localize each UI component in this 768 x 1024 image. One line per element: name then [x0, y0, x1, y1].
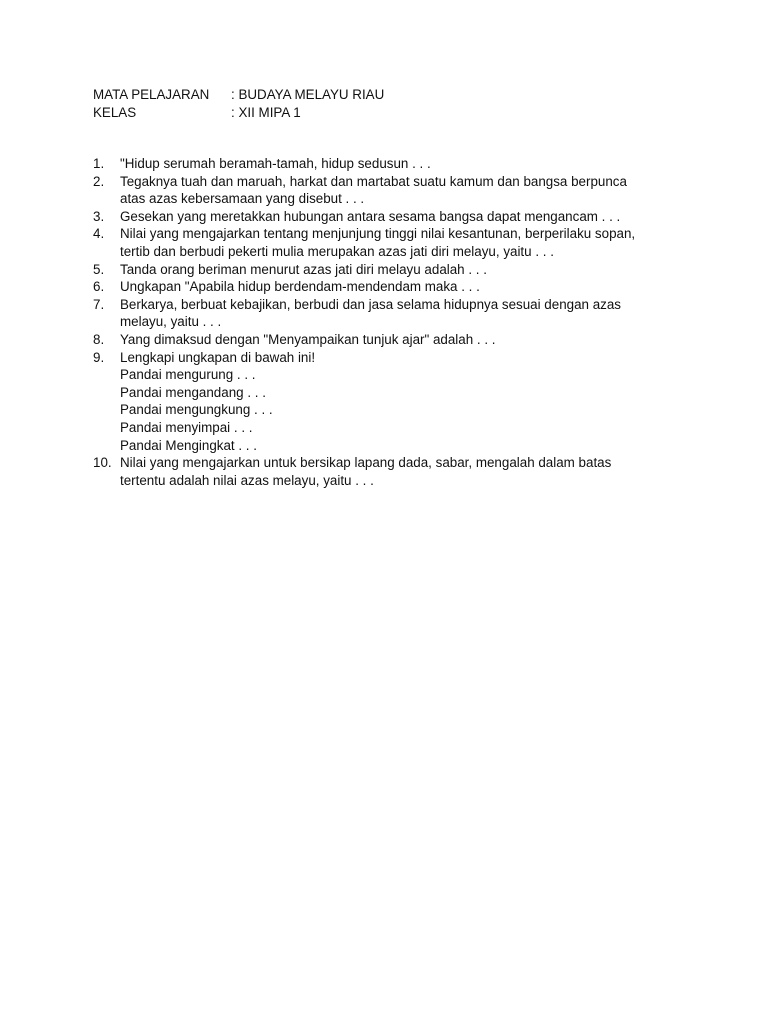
- question-number: 8.: [93, 331, 105, 347]
- question-item: [93, 296, 693, 331]
- question-line: tertentu adalah nilai azas melayu, yaitu . . .: [120, 472, 374, 488]
- question-line: Pandai mengurung . . .: [120, 367, 256, 383]
- question-line: Tegaknya tuah dan maruah, harkat dan martabat suatu kamum dan bangsa berpunca: [120, 173, 627, 189]
- question-text: [120, 261, 693, 279]
- question-line: Gesekan yang meretakkan hubungan antara sesama bangsa dapat mengancam . . .: [120, 208, 621, 224]
- question-number: 6.: [93, 279, 105, 295]
- question-item: [93, 454, 693, 489]
- subject-value: : BUDAYA MELAYU RIAU: [231, 87, 385, 102]
- question-item: [93, 331, 693, 349]
- question-line: Pandai menyimpai . . .: [120, 419, 253, 435]
- question-text: [120, 225, 693, 260]
- question-item: [93, 208, 693, 226]
- question-number: 7.: [93, 296, 105, 312]
- question-number: 9.: [93, 349, 105, 365]
- question-line: "Hidup serumah beramah-tamah, hidup sedusun . . .: [120, 156, 431, 171]
- question-line: Pandai mengandang . . .: [120, 384, 266, 400]
- question-line: Lengkapi ungkapan di bawah ini!: [120, 349, 316, 365]
- question-number: 2.: [93, 173, 105, 189]
- question-line: Nilai yang mengajarkan tentang menjunjung tinggi nilai kesantunan, berperilaku sopan,: [120, 226, 636, 242]
- question-line: Tanda orang beriman menurut azas jati diri melayu adalah . . .: [120, 261, 487, 277]
- question-text: [120, 349, 693, 455]
- question-text: [120, 454, 693, 489]
- question-number: 5.: [93, 261, 105, 277]
- question-line: tertib dan berbudi pekerti mulia merupakan azas jati diri melayu, yaitu . . .: [120, 243, 554, 259]
- question-number: 1.: [93, 156, 105, 171]
- question-list: [93, 155, 693, 489]
- question-item: [93, 155, 693, 173]
- question-text: [120, 155, 693, 173]
- question-line: Pandai mengungkung . . .: [120, 402, 273, 418]
- class-label: KELAS: [93, 105, 137, 120]
- question-line: Pandai Mengingkat . . .: [120, 437, 257, 453]
- question-text: [120, 278, 693, 296]
- class-value: : XII MIPA 1: [231, 105, 301, 120]
- question-item: [93, 225, 693, 260]
- question-item: [93, 173, 693, 208]
- question-line: Berkarya, berbuat kebajikan, berbudi dan jasa selama hidupnya sesuai dengan azas: [120, 296, 621, 312]
- question-number: 3.: [93, 208, 105, 224]
- question-line: Yang dimaksud dengan "Menyampaikan tunjuk ajar" adalah . . .: [120, 331, 496, 347]
- question-line: atas azas kebersamaan yang disebut . . .: [120, 191, 365, 207]
- question-line: Nilai yang mengajarkan untuk bersikap lapang dada, sabar, mengalah dalam batas: [120, 455, 612, 471]
- question-item: [93, 261, 693, 279]
- document-header: [93, 86, 384, 122]
- subject-row: [93, 86, 384, 104]
- question-line: Ungkapan "Apabila hidup berdendam-mendendam maka . . .: [120, 279, 480, 295]
- question-text: [120, 173, 693, 208]
- question-line: melayu, yaitu . . .: [120, 314, 222, 330]
- question-text: [120, 331, 693, 349]
- subject-label: MATA PELAJARAN: [93, 87, 210, 102]
- question-text: [120, 208, 693, 226]
- question-text: [120, 296, 693, 331]
- question-number: 4.: [93, 226, 105, 242]
- question-item: [93, 349, 693, 455]
- question-item: [93, 278, 693, 296]
- question-number: 10.: [93, 455, 112, 471]
- class-row: [93, 104, 384, 122]
